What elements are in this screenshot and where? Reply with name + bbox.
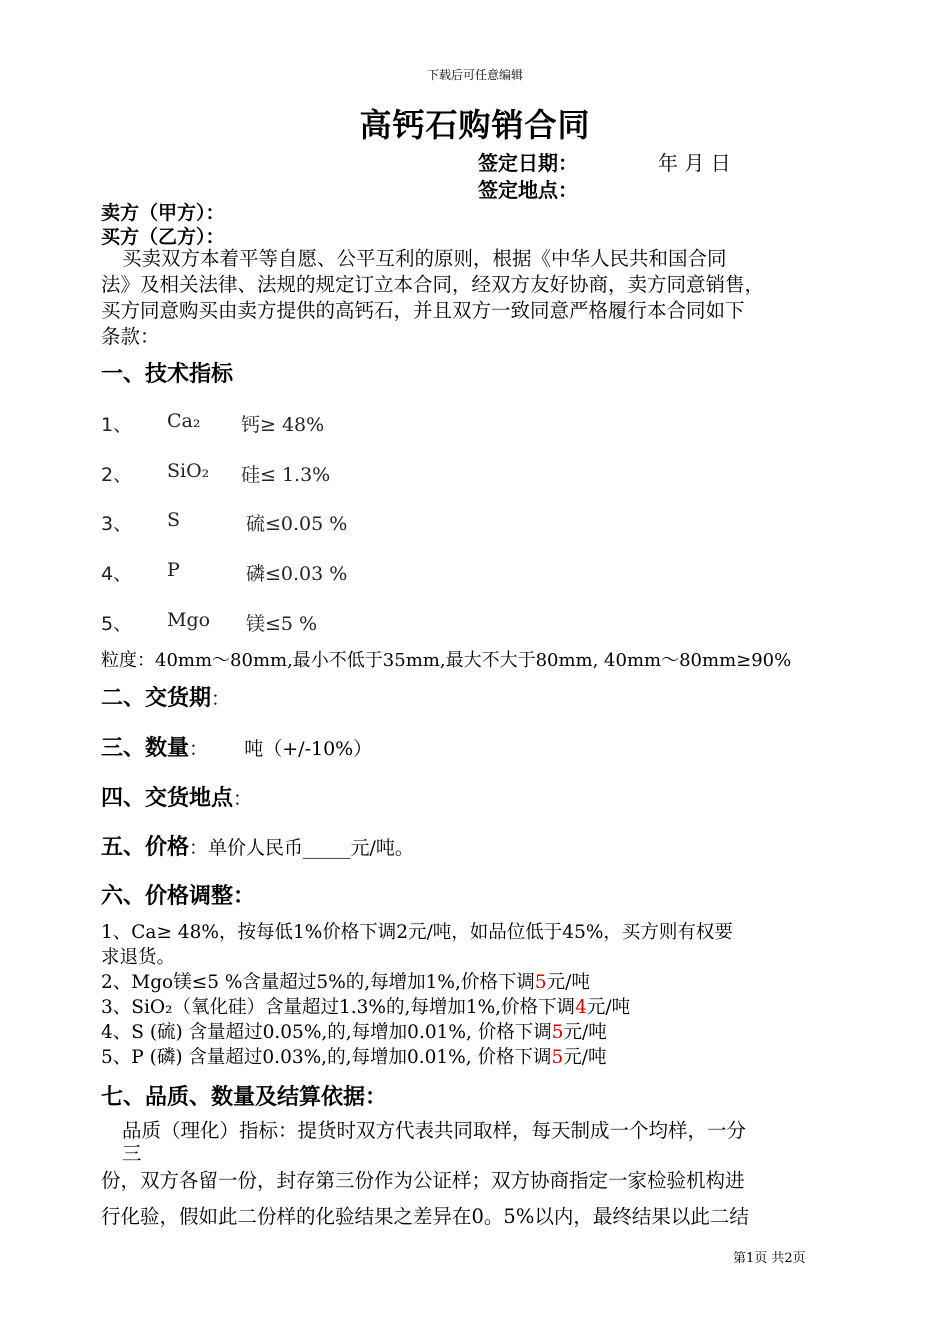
section-1-title: 一、技术指标	[101, 362, 234, 387]
spec-value: 硫≤0.05 %	[246, 513, 348, 535]
buyer-label: 买方（乙方）：	[101, 226, 225, 248]
section-6-title: 六、价格调整：	[101, 884, 256, 909]
adjustment-text: 2、Mgo镁≤5 %含量超过5%的,每增加1%,价格下调	[101, 972, 535, 993]
adjustment-4	[101, 1018, 607, 1044]
spec-number: 2、	[101, 464, 133, 486]
spec-number: 3、	[101, 513, 133, 535]
section-4-tail: ：	[233, 788, 253, 810]
spec-row-2	[101, 460, 501, 484]
spec-value: 镁≤5 %	[246, 613, 318, 635]
spec-row-4	[101, 559, 501, 583]
section-7-title: 七、品质、数量及结算依据：	[101, 1085, 388, 1110]
intro-line-2: 法》及相关法律、法规的规定订立本合同，经双方友好协商，卖方同意销售，	[101, 273, 765, 296]
document-title: 高钙石购销合同	[359, 106, 591, 144]
spec-code: P	[167, 559, 180, 581]
section-5-tail: ：单价人民币_____元/吨。	[189, 837, 414, 859]
quality-line-1: 品质（理化）指标：提货时双方代表共同取样，每天制成一个均样，一分	[122, 1119, 747, 1142]
page-footer: 第1页 共2页	[733, 1251, 806, 1266]
spec-value: 硅≤ 1.3%	[241, 464, 331, 486]
spec-code: SiO₂	[167, 460, 210, 482]
adjustment-1-line-1: 1、Ca≥ 48%，按每低1%价格下调2元/吨，如品位低于45%，买方则有权要	[101, 922, 733, 943]
adjustment-amount: 5	[551, 1022, 564, 1043]
section-3-tail: ： 吨（+/-10%）	[189, 738, 373, 760]
adjustment-3	[101, 993, 630, 1019]
granularity-text: 粒度：40mm～80mm,最小不低于35mm,最大不大于80mm, 40mm～80mm≥90%	[101, 650, 792, 671]
section-4-title: 四、交货地点	[101, 786, 234, 811]
intro-line-4: 条款：	[101, 325, 160, 348]
quality-line-2: 份，双方各留一份，封存第三份作为公证样；双方协商指定一家检验机构进	[101, 1169, 745, 1192]
section-2-title: 二、交货期	[101, 686, 212, 711]
adjustment-amount: 4	[575, 997, 587, 1018]
adjustment-5	[101, 1043, 607, 1069]
section-4	[101, 781, 252, 812]
intro-line-3: 买方同意购买由卖方提供的高钙石，并且双方一致同意严格履行本合同如下	[101, 299, 745, 322]
section-2	[101, 681, 230, 712]
adjustment-amount: 5	[534, 972, 547, 993]
seller-label: 卖方（甲方）：	[101, 202, 225, 224]
spec-value: 磷≤0.03 %	[246, 563, 348, 585]
spec-value: 钙≥ 48%	[241, 414, 325, 436]
section-5-title: 五、价格	[101, 835, 190, 860]
header-note: 下载后可任意编辑	[426, 68, 523, 82]
adjustment-unit: 元/吨	[563, 1022, 607, 1043]
adjustment-amount: 5	[551, 1047, 564, 1068]
adjustment-unit: 元/吨	[563, 1047, 607, 1068]
adjustment-2	[101, 968, 590, 994]
adjustment-text: 3、SiO₂（氧化硅）含量超过1.3%的,每增加1%,价格下调	[101, 997, 576, 1018]
sign-date-label: 签定日期：	[478, 151, 578, 175]
adjustment-1-line-2: 求退货。	[101, 947, 176, 968]
section-3-title: 三、数量	[101, 736, 190, 761]
adjustment-unit: 元/吨	[546, 972, 590, 993]
intro-line-1: 买卖双方本着平等自愿、公平互利的原则，根据《中华人民共和国合同	[122, 247, 727, 270]
adjustment-text: 5、P (磷) 含量超过0.03%,的,每增加0.01%, 价格下调	[101, 1047, 552, 1068]
adjustment-unit: 元/吨	[586, 997, 631, 1018]
spec-number: 1、	[101, 414, 133, 436]
sign-date-units: 年 月 日	[658, 151, 731, 175]
adjustment-text: 4、S (硫) 含量超过0.05%,的,每增加0.01%, 价格下调	[101, 1022, 552, 1043]
spec-row-5	[101, 609, 501, 633]
spec-row-1	[101, 410, 501, 434]
section-5	[101, 830, 414, 861]
spec-code: Mgo	[167, 609, 211, 631]
spec-number: 4、	[101, 563, 133, 585]
spec-code: S	[167, 509, 181, 531]
sign-place-label: 签定地点：	[478, 178, 578, 202]
quality-line-3: 行化验，假如此二份样的化验结果之差异在0。5%以内，最终结果以此二结	[101, 1205, 749, 1228]
quality-line-1-wrap: 三	[122, 1142, 142, 1165]
section-3	[101, 731, 372, 762]
spec-number: 5、	[101, 613, 133, 635]
spec-code: Ca₂	[167, 410, 201, 432]
section-2-tail: ：	[211, 688, 231, 710]
spec-row-3	[101, 509, 501, 533]
